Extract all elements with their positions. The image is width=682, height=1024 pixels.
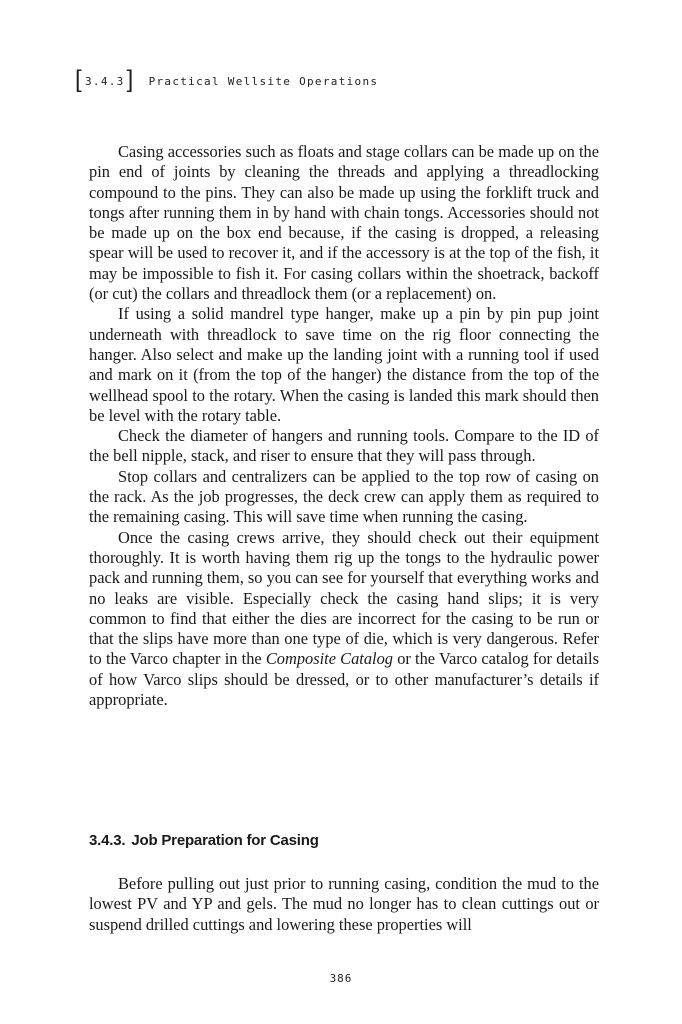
paragraph (89, 528, 599, 711)
page-number: 386 (329, 972, 353, 985)
paragraph: If using a solid mandrel type hanger, make up a pin by pin pup joint underneath with threadlock to save time on the rig floor connecting the hanger. Also select and make up the landing joint with a running tool if used and mark on it (from the top of the hanger) the distance from the top of the wellhead spool to the rotary. When the casing is landed this mark should then be level with the rotary table. (89, 304, 599, 425)
paragraph: Casing accessories such as floats and stage collars can be made up on the pin end of joints by cleaning the threads and applying a threadlocking compound to the pins. They can also be made up using the forklift truck and tongs after running them in by hand with chain tongs. Accessories should not be made up on the box end because, if the casing is dropped, a releasing spear will be used to recover it, and if the accessory is at the top of the fish, it may be impossible to fish it. For casing collars within the shoetrack, backoff (or cut) the collars and threadlock them (or a replacement) on. (89, 142, 599, 304)
section-body-text (89, 874, 599, 935)
section-heading-number: 3.4.3. (89, 832, 126, 849)
paragraph-text: or the Varco catalog for details of how Varco slips should be dressed, or to other manufacturer’s details if appropriate. (89, 649, 599, 710)
paragraph: Before pulling out just prior to running casing, condition the mud to the lowest PV and YP and gels. The mud no longer has to clean cuttings out or suspend drilled cuttings and lowering these properties will (89, 874, 599, 934)
paragraph: Stop collars and centralizers can be applied to the top row of casing on the rack. As the job progresses, the deck crew can apply them as required to the remaining casing. This will save time when running the casing. (89, 466, 599, 527)
bracket-open: [ (75, 66, 83, 93)
running-head-section-number: 3.4.3 (84, 74, 125, 88)
bracket-close: ] (126, 66, 135, 93)
section-heading-title: Job Preparation for Casing (131, 832, 319, 849)
paragraph: Check the diameter of hangers and running tools. Compare to the ID of the bell nipple, stack, and riser to ensure that they will pass through. (89, 426, 599, 466)
catalog-title-italic: Composite Catalog (265, 649, 393, 669)
running-head-title: Practical Wellsite Operations (148, 74, 379, 88)
running-head (75, 68, 378, 94)
paragraph-text: Once the casing crews arrive, they should check out their equipment thoroughly. It is worth having them rig up the tongs to the hydraulic power pack and running them, so you can see for yourself that everything works and no leaks are visible. Especially check the casing hand slips; it is very common to find that either the dies are incorrect for the casing to be run or that the slips have more than one type of die, which is very dangerous. Refer to the Varco chapter in the (89, 527, 599, 669)
body-text-block (89, 142, 599, 710)
section-heading (89, 832, 319, 849)
